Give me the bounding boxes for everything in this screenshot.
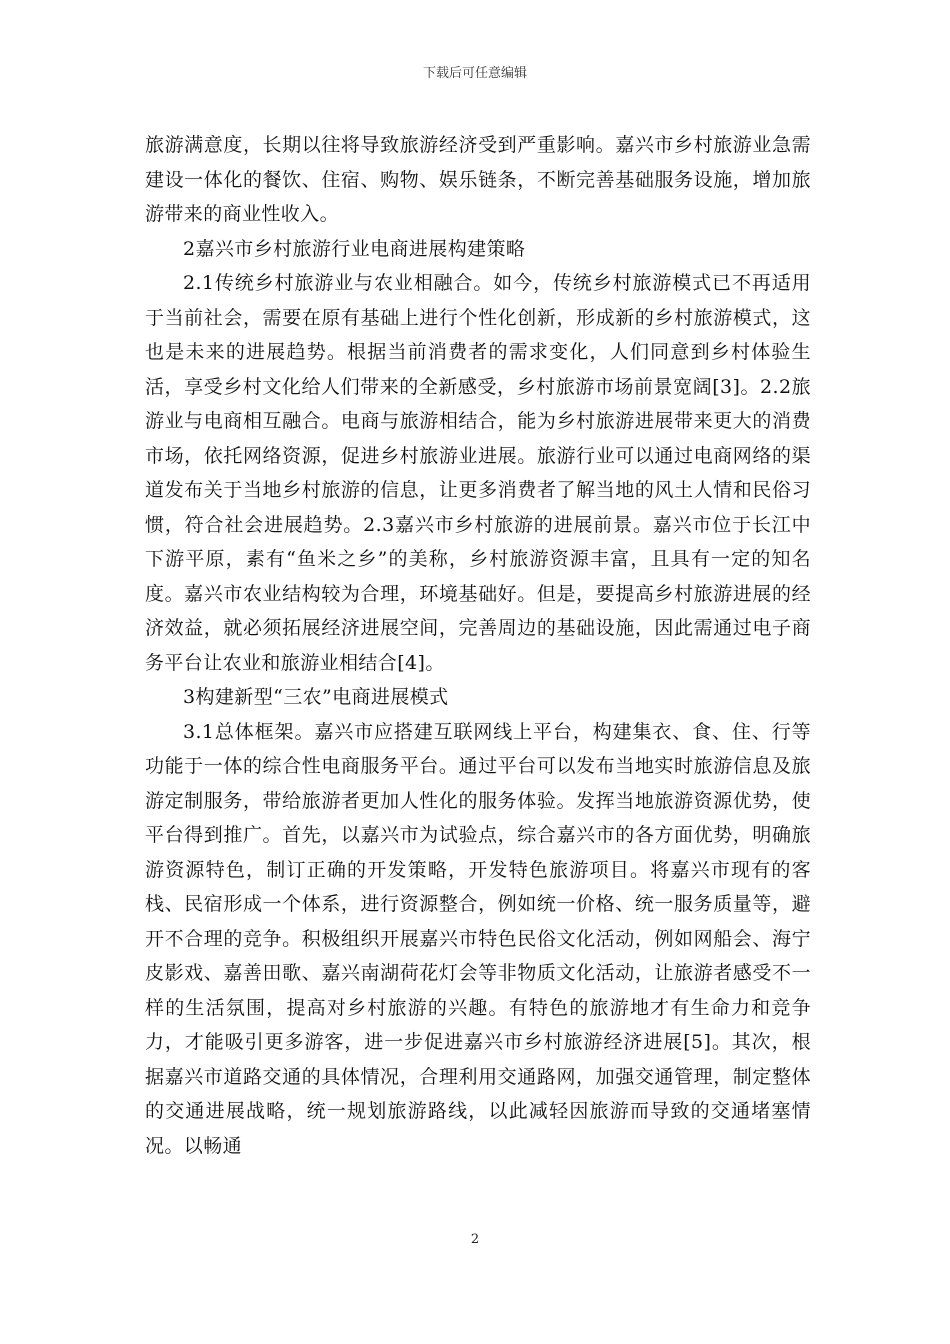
paragraph-section-3: 3.1总体框架。嘉兴市应搭建互联网线上平台，构建集衣、食、住、行等功能于一体的综合性电商服务平台。通过平台可以发布当地实时旅游信息及旅游定制服务，带给旅游者更加人性化的服务体验。发挥当地旅游资源优势，使平台得到推广。首先，以嘉兴市为试验点，综合嘉兴市的各方面优势，明确旅游资源特色，制订正确的开发策略，开发特色旅游项目。将嘉兴市现有的客栈、民宿形成一个体系，进行资源整合，例如统一价格、统一服务质量等，避开不合理的竞争。积极组织开展嘉兴市特色民俗文化活动，例如网船会、海宁皮影戏、嘉善田歌、嘉兴南湖荷花灯会等非物质文化活动，让旅游者感受不一样的生活氛围，提高对乡村旅游的兴趣。有特色的旅游地才有生命力和竞争力，才能吸引更多游客，进一步促进嘉兴市乡村旅游经济进展[5]。其次，根据嘉兴市道路交通的具体情况，合理利用交通路网，加强交通管理，制定整体的交通进展战略，统一规划旅游路线，以此减轻因旅游而导致的交通堵塞情况。以畅通: [145, 720, 811, 1157]
section-heading-2: 2嘉兴市乡村旅游行业电商进展构建策略: [183, 237, 526, 260]
document-body: [145, 128, 811, 1163]
paragraph-continuation: 旅游满意度，长期以往将导致旅游经济受到严重影响。嘉兴市乡村旅游业急需建设一体化的餐饮、住宿、购物、娱乐链条，不断完善基础服务设施，增加旅游带来的商业性收入。: [145, 134, 811, 225]
section-heading-3: 3构建新型“三农”电商进展模式: [183, 686, 449, 708]
paragraph-section-2: 2.1传统乡村旅游业与农业相融合。如今，传统乡村旅游模式已不再适用于当前社会，需要在原有基础上进行个性化创新，形成新的乡村旅游模式，这也是未来的进展趋势。根据当前消费者的需求变化，人们同意到乡村体验生活，享受乡村文化给人们带来的全新感受，乡村旅游市场前景宽阔[3]。2.2旅游业与电商相互融合。电商与旅游相结合，能为乡村旅游进展带来更大的消费市场，依托网络资源，促进乡村旅游业进展。旅游行业可以通过电商网络的渠道发布关于当地乡村旅游的信息，让更多消费者了解当地的风土人情和民俗习惯，符合社会进展趋势。2.3嘉兴市乡村旅游的进展前景。嘉兴市位于长江中下游平原，素有“鱼米之乡”的美称，乡村旅游资源丰富，且具有一定的知名度。嘉兴市农业结构较为合理，环境基础好。但是，要提高乡村旅游进展的经济效益，就必须拓展经济进展空间，完善周边的基础设施，因此需通过电子商务平台让农业和旅游业相结合[4]。: [145, 272, 811, 674]
page-header: 下载后可任意编辑: [422, 66, 527, 81]
page-number: 2: [470, 1232, 480, 1247]
